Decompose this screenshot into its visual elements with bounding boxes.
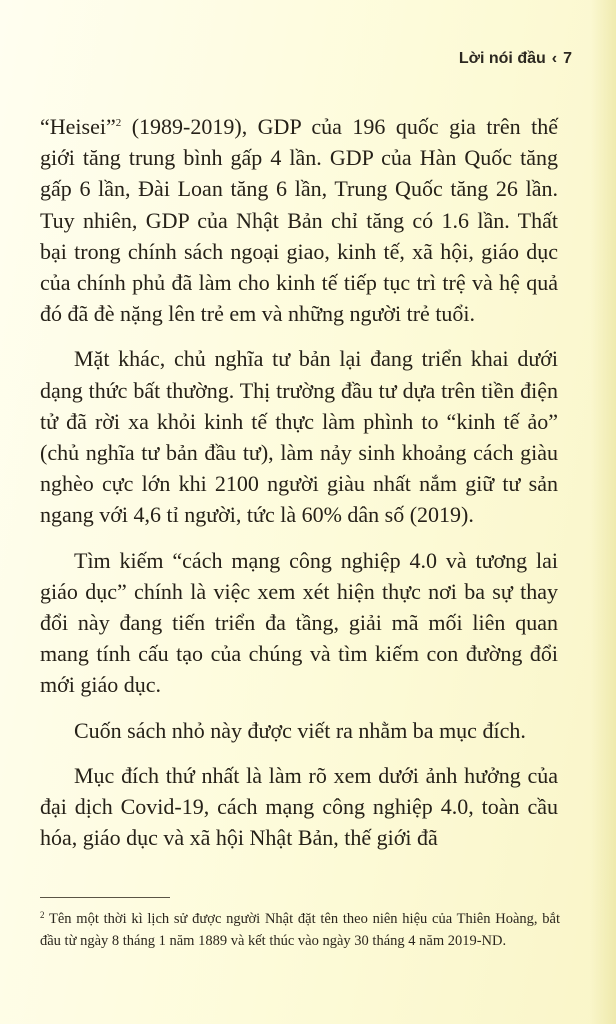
- paragraph: Cuốn sách nhỏ này được viết ra nhằm ba mục đích.: [74, 717, 526, 743]
- footnote-text: Tên một thời kì lịch sử được người Nhật đặt tên theo niên hiệu của Thiên Hoàng, bắt đầu từ ngày 8 tháng 1 năm 1889 và kết thúc vào ngày 30 tháng 4 năm 2019-ND.: [40, 911, 560, 949]
- paragraph-continued: [40, 111, 558, 329]
- page-edge-shadow: [590, 0, 616, 1024]
- paragraph: Tìm kiếm “cách mạng công nghiệp 4.0 và tương lai giáo dục” chính là việc xem xét hiện thực nơi ba sự thay đổi này đang tiến triển đa tầng, giải mã mối liên quan mang tính cấu tạo của chúng và tìm kiếm con đường đổi mới giáo dục.: [40, 547, 558, 698]
- header-separator-icon: ‹: [551, 50, 558, 67]
- footnote-divider: [40, 897, 170, 898]
- paragraph-1-rest: (1989-2019), GDP của 196 quốc gia trên thế giới tăng trung bình gấp 4 lần. GDP của Hàn Quốc tăng gấp 6 lần, Đài Loan tăng 6 lần, Trung Quốc tăng 26 lần. Tuy nhiên, GDP của Nhật Bản chỉ tăng có 1.6 lần. Thất bại trong chính sách ngoại giao, kinh tế, xã hội, giáo dục của chính phủ đã làm cho kinh tế tiếp tục trì trệ và hệ quả đó đã đè nặng lên trẻ em và những người trẻ tuổi.: [40, 114, 558, 327]
- body-text: [40, 111, 558, 867]
- footnote-marker: 2: [40, 910, 45, 920]
- paragraph: Mục đích thứ nhất là làm rõ xem dưới ảnh hưởng của đại dịch Covid-19, cách mạng công nghiệp 4.0, toàn cầu hóa, giáo dục và xã hội Nhật Bản, thế giới đã: [40, 762, 558, 851]
- footnote-text-block: [40, 908, 560, 952]
- page-number: 7: [563, 50, 572, 67]
- footnote-reference: 2: [115, 117, 122, 129]
- chapter-title: Lời nói đầu: [458, 50, 546, 67]
- running-header: [459, 50, 572, 68]
- footnote: [40, 908, 560, 952]
- paragraph-1-start: “Heisei”: [40, 114, 116, 139]
- paragraph: Mặt khác, chủ nghĩa tư bản lại đang triển khai dưới dạng thức bất thường. Thị trường đầu tư dựa trên tiền điện tử đã rời xa khỏi kinh tế thực làm phình to “kinh tế ảo” (chủ nghĩa tư bản đầu tư), làm nảy sinh khoảng cách giàu nghèo cực lớn khi 2100 người giàu nhất nắm giữ tư sản ngang với 4,6 tỉ người, tức là 60% dân số (2019).: [40, 346, 558, 528]
